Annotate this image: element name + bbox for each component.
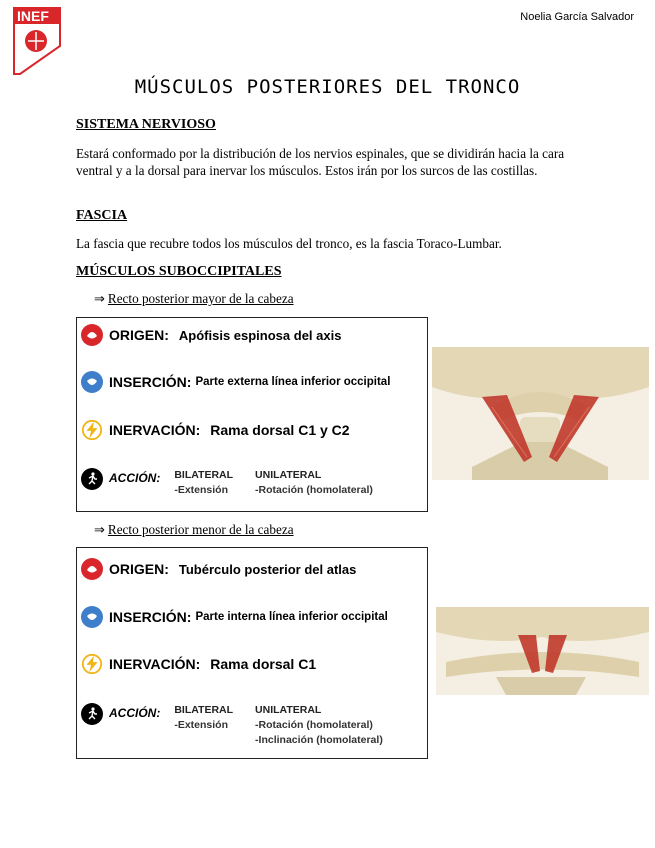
page-title: MÚSCULOS POSTERIORES DEL TRONCO bbox=[134, 76, 521, 98]
accion-row bbox=[81, 468, 395, 498]
svg-text:INEF: INEF bbox=[17, 8, 49, 24]
unilateral-item: -Rotación (homolateral) bbox=[255, 484, 373, 496]
origin-icon bbox=[81, 558, 103, 580]
accion-row bbox=[81, 703, 405, 748]
muscle-card-menor bbox=[76, 547, 428, 759]
bilateral-column bbox=[174, 703, 233, 733]
text-sistema-nervioso: Estará conformado por la distribución de los nervios espinales, que se dividirán hacia la cara ventral y a la dorsal para inervar los músculos. Estos irán por los surcos de las costillas. bbox=[76, 146, 565, 178]
origin-icon bbox=[81, 324, 103, 346]
origen-label: ORIGEN: bbox=[109, 327, 169, 343]
bilateral-column bbox=[174, 468, 233, 498]
lightning-icon bbox=[81, 653, 103, 675]
inervacion-label: INERVACIÓN: bbox=[109, 422, 201, 438]
running-person-icon bbox=[81, 468, 103, 490]
bilateral-item: -Extensión bbox=[174, 719, 229, 731]
inef-logo bbox=[12, 6, 62, 76]
insercion-row bbox=[81, 606, 388, 628]
unilateral-label: UNILATERAL bbox=[255, 704, 322, 716]
origen-row bbox=[81, 324, 341, 346]
heading-sistema-nervioso: SISTEMA NERVIOSO bbox=[76, 117, 216, 132]
muscle-card-mayor bbox=[76, 317, 428, 512]
insertion-icon bbox=[81, 606, 103, 628]
inervacion-label: INERVACIÓN: bbox=[109, 656, 201, 672]
insercion-label: INSERCIÓN: bbox=[109, 374, 192, 390]
inervacion-value: Rama dorsal C1 bbox=[210, 656, 317, 672]
text-fascia: La fascia que recubre todos los músculos del tronco, es la fascia Toraco-Lumbar. bbox=[76, 236, 502, 251]
muscle-title-mayor bbox=[94, 291, 294, 307]
heading-suboccipitales: MÚSCULOS SUBOCCIPITALES bbox=[76, 264, 282, 279]
muscle-name: Recto posterior menor de la cabeza bbox=[107, 522, 294, 537]
muscle-illustration-menor bbox=[436, 607, 649, 695]
accion-label: ACCIÓN: bbox=[109, 706, 161, 720]
insercion-value: Parte interna línea inferior occipital bbox=[195, 611, 388, 623]
muscle-title-menor bbox=[94, 522, 294, 538]
author-name: Noelia García Salvador bbox=[520, 11, 634, 23]
unilateral-item: -Rotación (homolateral) bbox=[255, 719, 373, 731]
inervacion-row bbox=[81, 419, 350, 441]
arrow-right-icon: ⇒ bbox=[94, 292, 105, 307]
inervacion-row bbox=[81, 653, 316, 675]
bilateral-label: BILATERAL bbox=[174, 469, 234, 481]
bilateral-item: -Extensión bbox=[174, 484, 229, 496]
running-person-icon bbox=[81, 703, 103, 725]
unilateral-item: -Inclinación (homolateral) bbox=[255, 734, 383, 746]
origen-value: Tubérculo posterior del atlas bbox=[178, 561, 357, 577]
unilateral-column bbox=[255, 468, 373, 498]
insercion-label: INSERCIÓN: bbox=[109, 609, 192, 625]
inervacion-value: Rama dorsal C1 y C2 bbox=[210, 422, 350, 438]
lightning-icon bbox=[81, 419, 103, 441]
origen-row bbox=[81, 558, 356, 580]
insertion-icon bbox=[81, 371, 103, 393]
muscle-illustration-mayor bbox=[432, 347, 649, 480]
unilateral-label: UNILATERAL bbox=[255, 469, 322, 481]
accion-label: ACCIÓN: bbox=[109, 471, 161, 485]
muscle-name: Recto posterior mayor de la cabeza bbox=[107, 291, 294, 306]
insercion-value: Parte externa línea inferior occipital bbox=[195, 376, 391, 388]
heading-fascia: FASCIA bbox=[76, 208, 128, 223]
origen-value: Apófisis espinosa del axis bbox=[178, 327, 342, 343]
insercion-row bbox=[81, 371, 390, 393]
arrow-right-icon: ⇒ bbox=[94, 523, 105, 538]
unilateral-column bbox=[255, 703, 383, 748]
origen-label: ORIGEN: bbox=[109, 561, 169, 577]
bilateral-label: BILATERAL bbox=[174, 704, 234, 716]
